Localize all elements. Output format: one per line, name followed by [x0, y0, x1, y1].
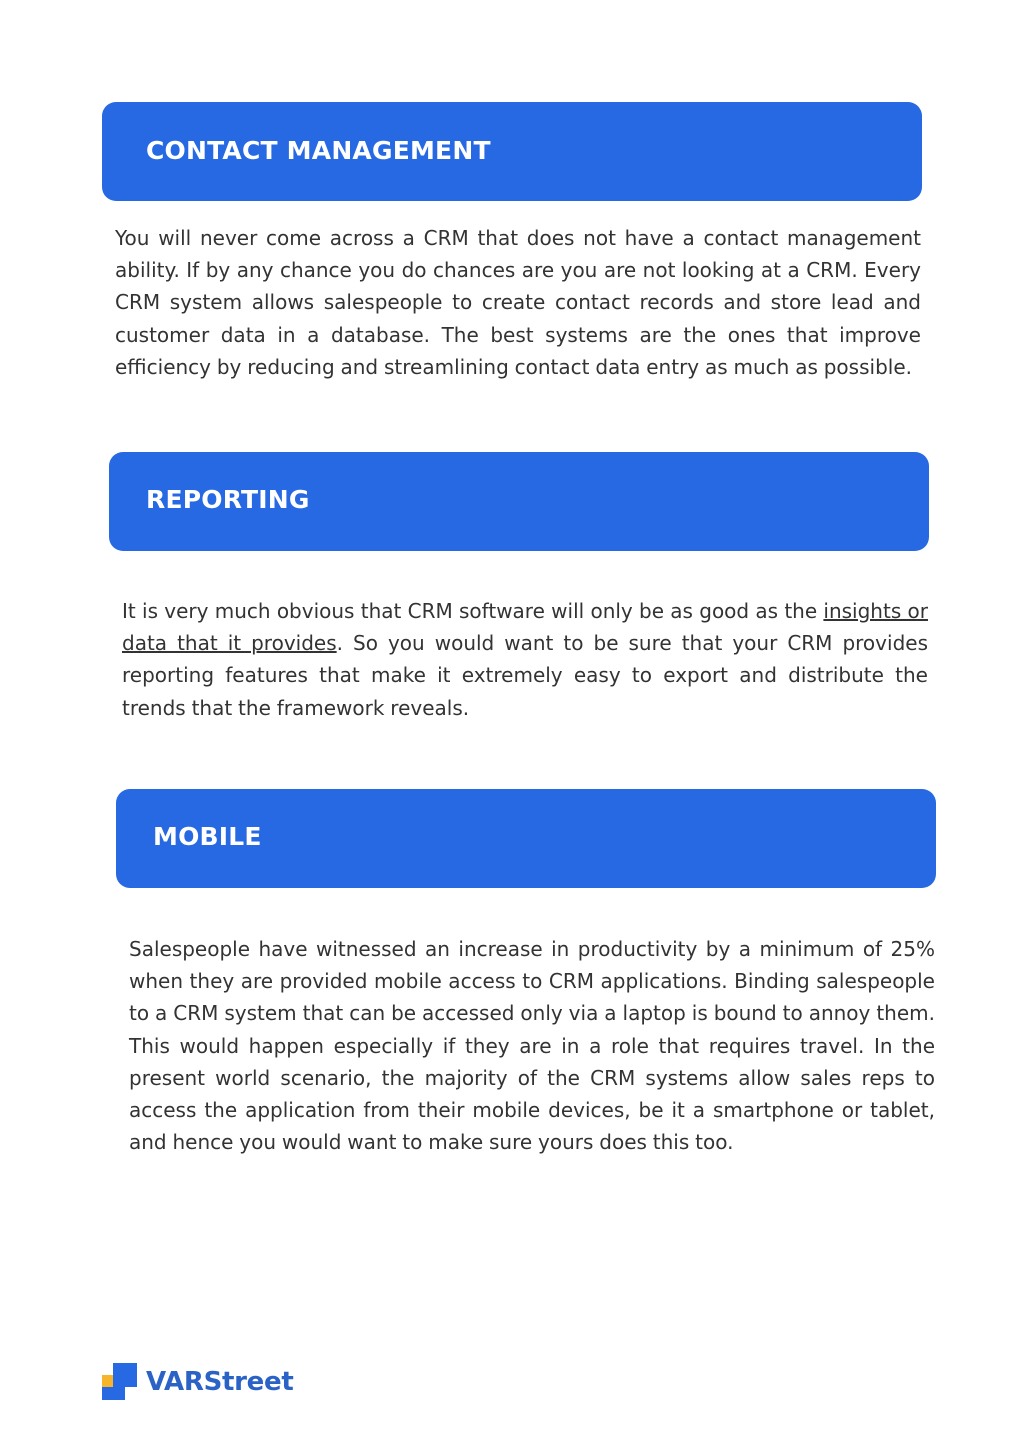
reporting-text-after-link: . So you would want to be sure that your CRM provides reporting features that make it extremely easy to export and distribute the trends that the framework reveals.	[122, 631, 928, 720]
section-title-contact-management: CONTACT MANAGEMENT	[146, 136, 491, 165]
section-body-mobile: Salespeople have witnessed an increase in productivity by a minimum of 25% when they are provided mobile access to CRM applications. Binding salespeople to a CRM system that can be accessed only via a laptop is bound to annoy them. This would happen especially if they are in a role that requires travel. In the present world scenario, the majority of the CRM systems allow sales reps to access the application from their mobile devices, be it a smartphone or tablet, and hence you would want to make sure yours does this too.	[129, 937, 935, 1155]
varstreet-logo	[102, 1363, 293, 1400]
section-header-mobile	[116, 789, 936, 888]
section-title-mobile: MOBILE	[153, 822, 262, 851]
section-header-contact-management	[102, 102, 922, 201]
section-title-reporting: REPORTING	[146, 485, 310, 514]
varstreet-logo-icon	[102, 1363, 137, 1400]
section-header-reporting	[109, 452, 929, 551]
logo-text: VARStreet	[146, 1366, 294, 1397]
reporting-text-before-link: It is very much obvious that CRM software will only be as good as the	[122, 599, 824, 623]
insights-link[interactable]: insights or data that it provides	[122, 599, 928, 656]
section-body-reporting	[122, 595, 928, 724]
section-body-contact-management: You will never come across a CRM that does not have a contact management ability. If by any chance you do chances are you are not looking at a CRM. Every CRM system allows salespeople to create contact records and store lead and customer data in a database. The best systems are the ones that improve efficiency by reducing and streamlining contact data entry as much as possible.	[115, 226, 921, 379]
